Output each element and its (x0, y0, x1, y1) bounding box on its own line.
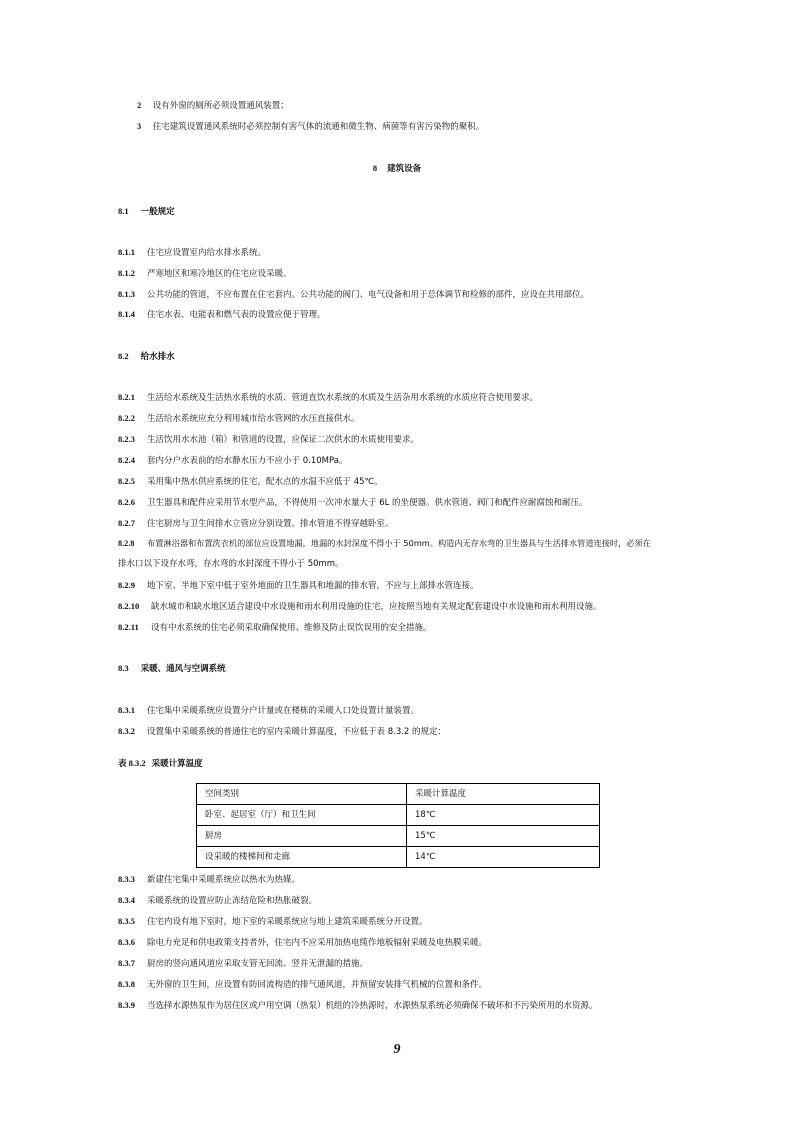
clause-number: 8.3.3 (118, 874, 135, 884)
clause-text: 严寒地区和寒冷地区的住宅应设采暖。 (147, 269, 292, 279)
clause (118, 391, 538, 404)
clause-text: 除电力充足和供电政策支持者外，住宅内不应采用加热电缆作地板辐射采暖及电热膜采暖。 (147, 938, 488, 948)
table-cell: 厨房 (197, 826, 407, 847)
item-text: 住宅建筑设置通风系统时必须控制有害气体的流通和微生物、病菌等有害污染物的聚积。 (152, 122, 485, 132)
clause-text: 卫生器具和配件应采用节水型产品，不得使用一次冲水量大于 6L 的坐便器。供水管道、阀门和配件应耐腐蚀和耐压。 (147, 498, 588, 508)
chapter-title-text: 建筑设备 (387, 164, 422, 174)
clause-text: 布置淋浴器和布置洗衣机的部位应设置地漏，地漏的水封深度不得小于 50mm。构造内无存水弯的卫生器具与生活排水管道连接时，必须在 (147, 538, 651, 548)
clause-text: 住宅内设有地下室时，地下室的采暖系统应与地上建筑采暖系统分开设置。 (147, 917, 428, 927)
clause (118, 600, 602, 613)
clause (118, 978, 487, 991)
clause-text: 无外窗的卫生间，应设置有防回流构造的排气通风道，并预留安装排气机械的位置和条件。 (147, 980, 488, 990)
clause-number: 8.1.3 (118, 289, 135, 299)
table-row (197, 826, 600, 847)
clause-number: 8.3.5 (118, 916, 135, 926)
clause-number: 8.2.9 (118, 580, 135, 590)
clause-number: 8.2.5 (118, 476, 135, 486)
section-number: 8.2 (118, 351, 129, 361)
section-title: 给水排水 (140, 352, 175, 362)
table-cell: 18℃ (407, 805, 600, 826)
section-heading-8-2 (118, 350, 175, 363)
clause-number: 8.2.2 (118, 413, 135, 423)
clause-number: 8.1.2 (118, 268, 135, 278)
section-title: 采暖、通风与空调系统 (140, 664, 226, 674)
clause (118, 873, 300, 886)
intro-item (137, 99, 289, 112)
clause-text: 住宅应设置室内给水排水系统。 (147, 248, 267, 258)
section-number: 8.3 (118, 663, 129, 673)
clause-number: 8.3.8 (118, 979, 135, 989)
clause-text: 住宅水表、电能表和燃气表的设置应便于管理。 (147, 310, 326, 320)
clause (118, 537, 651, 550)
clause (118, 246, 266, 259)
clause-text: 住宅集中采暖系统应设置分户计量或在楼栋的采暖入口处设置计量装置。 (147, 706, 420, 716)
clause (118, 412, 360, 425)
clause-text: 新建住宅集中采暖系统应以热水为热媒。 (147, 875, 301, 885)
clause (118, 894, 317, 907)
clause-number: 8.3.6 (118, 937, 135, 947)
clause-number: 8.2.3 (118, 434, 135, 444)
clause-number: 8.2.1 (118, 392, 135, 402)
clause (118, 496, 588, 509)
clause (118, 725, 446, 738)
clause-number: 8.2.7 (118, 518, 135, 528)
table-cell: 卧室、起居室（厅）和卫生间 (197, 805, 407, 826)
clause-number: 8.2.8 (118, 539, 135, 548)
table-caption (118, 757, 203, 770)
clause-text: 生活给水系统应充分利用城市给水管网的水压直接供水。 (147, 414, 360, 424)
clause (118, 579, 479, 592)
clause-number: 8.2.10 (118, 601, 140, 611)
chapter-number: 8 (372, 163, 378, 173)
table-row (197, 847, 600, 868)
clause-number: 8.2.4 (118, 455, 135, 465)
section-heading-8-1 (118, 205, 175, 218)
clause-text: 设有中水系统的住宅必须采取确保使用、维修及防止误饮误用的安全措施。 (151, 623, 432, 633)
section-number: 8.1 (118, 206, 129, 216)
clause-text: 生活给水系统及生活热水系统的水质、管道直饮水系统的水质及生活杂用水系统的水质应符合使用要求。 (147, 393, 539, 403)
clause (118, 475, 383, 488)
clause-text: 厨房的竖向通风道应采取支管无回流、竖井无泄漏的措施。 (147, 959, 369, 969)
clause-number: 8.3.4 (118, 895, 135, 905)
clause-text: 采用集中热水供应系统的住宅，配水点的水温不应低于 45℃。 (147, 477, 383, 487)
clause (118, 454, 347, 467)
clause (118, 267, 292, 280)
clause-number: 8.2.11 (118, 622, 139, 632)
table-row (197, 805, 600, 826)
table-number: 表 8.3.2 (118, 758, 146, 768)
section-heading-8-3 (118, 662, 226, 675)
clause-text: 公共功能的管道，不应布置在住宅套内。公共功能的阀门、电气设备和用于总体调节和检修的部件，应设在共用部位。 (147, 290, 590, 300)
clause-text: 排水口以下设存水弯，存水弯的水封深度不得小于 50mm。 (118, 559, 344, 569)
table-header-cell: 空间类别 (197, 784, 407, 805)
clause-number: 8.1.4 (118, 309, 135, 319)
item-number: 3 (137, 121, 142, 131)
clause (118, 621, 432, 634)
table-header-cell: 采暖计算温度 (407, 784, 600, 805)
page-number: 9 (393, 1042, 401, 1057)
clause (118, 915, 428, 928)
clause-number: 8.3.1 (118, 705, 135, 715)
clause (118, 308, 326, 321)
clause (118, 957, 368, 970)
clause-text: 采暖系统的设置应防止冻结危险和热胀破裂。 (147, 896, 318, 906)
item-text: 设有外窗的厕所必须设置通风装置； (152, 101, 289, 111)
clause (118, 704, 419, 717)
clause-number: 8.3.7 (118, 958, 135, 968)
clause-number: 8.1.1 (118, 247, 135, 257)
intro-item (137, 120, 484, 133)
clause-number: 8.3.9 (118, 1000, 135, 1010)
clause (118, 999, 598, 1012)
section-title: 一般规定 (140, 207, 175, 217)
clause-continuation (118, 558, 344, 570)
clause (118, 288, 589, 301)
clause-text: 地下室、半地下室中低于室外地面的卫生器具和地漏的排水管，不应与上部排水管连接。 (147, 581, 479, 591)
clause-text: 设置集中采暖系统的普通住宅的室内采暖计算温度，不应低于表 8.3.2 的规定： (147, 727, 447, 737)
item-number: 2 (137, 100, 142, 110)
clause-number: 8.3.2 (118, 726, 135, 736)
table-caption-text: 采暖计算温度 (151, 759, 203, 769)
clause-text: 套内分户水表前的给水静水压力不应小于 0.10MPa。 (147, 456, 348, 466)
clause (118, 517, 394, 530)
table-cell: 设采暖的楼梯间和走廊 (197, 847, 407, 868)
clause-text: 生活饮用水水池（箱）和管道的设置，应保证二次供水的水质使用要求。 (147, 435, 420, 445)
clause (118, 433, 419, 446)
clause-text: 当选择水源热泵作为居住区或户用空调（热泵）机组的冷热源时，水源热泵系统必须确保不破坏和不污染所用的水资源。 (147, 1001, 598, 1011)
clause-number: 8.2.6 (118, 497, 135, 507)
clause (118, 936, 487, 949)
table-cell: 14℃ (407, 847, 600, 868)
clause-text: 缺水城市和缺水地区适合建设中水设施和雨水利用设施的住宅，应按照当地有关规定配套建设中水设施和雨水利用设施。 (151, 602, 602, 612)
table-cell: 15℃ (407, 826, 600, 847)
heating-temperature-table (196, 783, 600, 868)
chapter-title (0, 162, 794, 175)
table-header-row (197, 784, 600, 805)
clause-text: 住宅厨房与卫生间排水立管应分别设置。排水管道不得穿越卧室。 (147, 519, 394, 529)
